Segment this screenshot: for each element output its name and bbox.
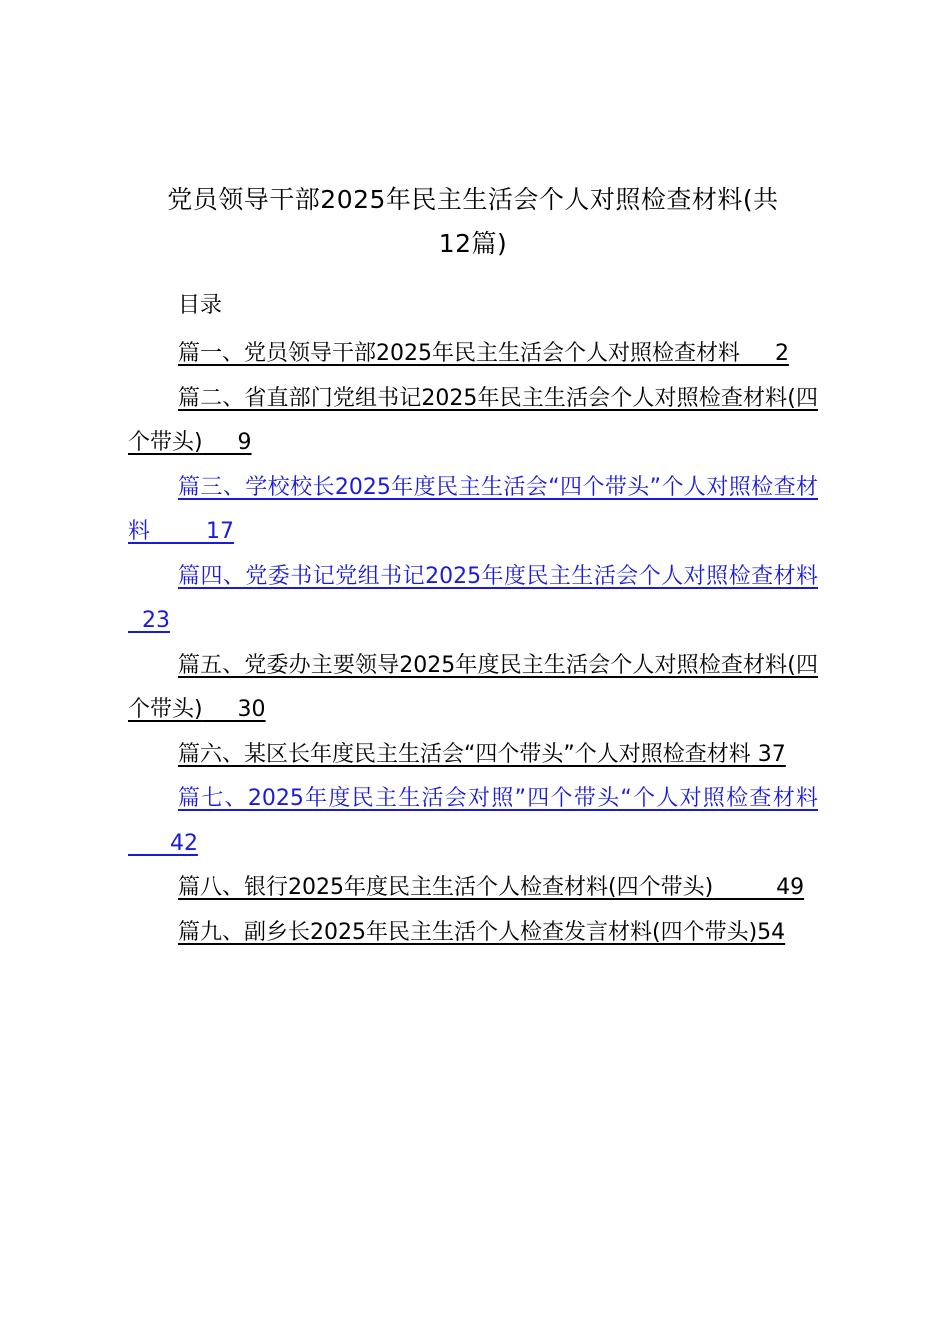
toc-entry-4[interactable]: 篇四、党委书记党组书记2025年度民主生活会个人对照检查材料 23: [128, 563, 818, 633]
toc-entry-7[interactable]: 篇七、2025年度民主生活会对照”四个带头“个人对照检查材料 42: [128, 786, 818, 856]
toc-page-number: 42: [128, 830, 198, 856]
toc-page-number: 54: [757, 919, 786, 945]
toc-entry-8[interactable]: 篇八、银行2025年度民主生活个人检查材料(四个带头) 49: [178, 875, 805, 900]
toc-entry-2[interactable]: 篇二、省直部门党组书记2025年民主生活会个人对照检查材料(四个带头) 9: [128, 385, 818, 455]
toc-page-number: 2: [740, 341, 789, 366]
toc-list: [128, 332, 818, 955]
toc-page-number: 9: [202, 430, 252, 455]
toc-page-number: 37: [750, 741, 786, 767]
toc-page-number: 49: [713, 875, 805, 900]
toc-entry-3[interactable]: 篇三、学校校长2025年度民主生活会“四个带头”个人对照检查材料 17: [128, 474, 818, 544]
toc-entry-9[interactable]: 篇九、副乡长2025年民主生活个人检查发言材料(四个带头)54: [178, 919, 786, 945]
title-line-1: 党员领导干部2025年民主生活会个人对照检查材料(共: [167, 185, 779, 214]
document-title: [118, 178, 828, 266]
title-line-2: 12篇): [438, 229, 508, 258]
toc-page-number: 17: [150, 519, 234, 544]
toc-entry-6[interactable]: 篇六、某区长年度民主生活会“四个带头”个人对照检查材料 37: [178, 741, 786, 767]
document-page: [128, 178, 818, 955]
toc-heading: 目录: [178, 293, 223, 318]
toc-page-number: 23: [128, 608, 170, 633]
toc-entry-5[interactable]: 篇五、党委办主要领导2025年度民主生活会个人对照检查材料(四个带头) 30: [128, 652, 818, 722]
toc-page-number: 30: [202, 697, 266, 722]
toc-entry-1[interactable]: 篇一、党员领导干部2025年民主生活会个人对照检查材料 2: [178, 341, 789, 366]
